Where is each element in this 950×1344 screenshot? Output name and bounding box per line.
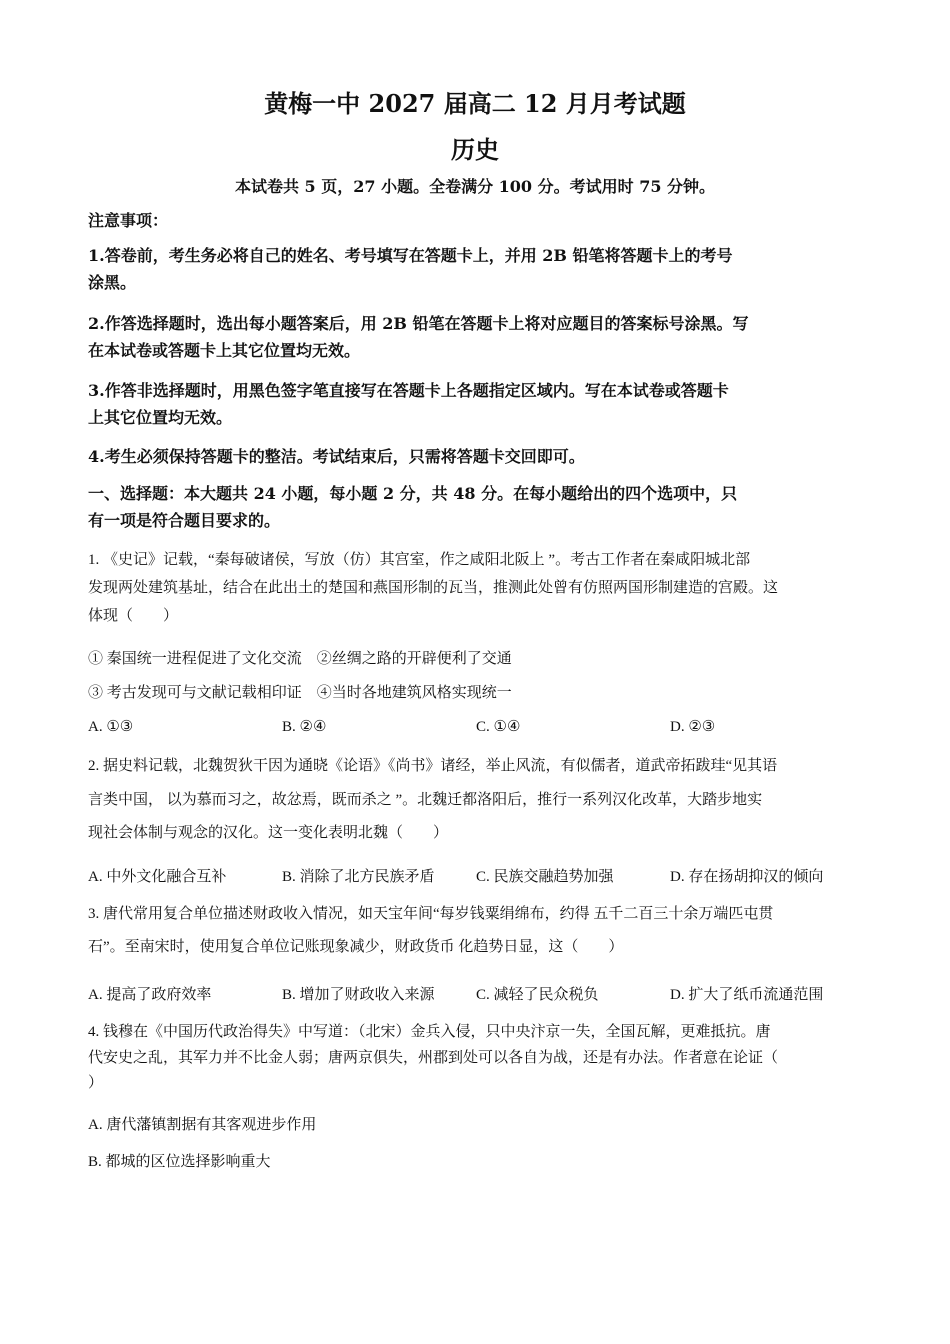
q3-option-a: A. 提高了政府效率 — [88, 987, 212, 1003]
q1-option-a: A. ①③ — [88, 719, 134, 735]
q4-line-1: 4. 钱穆在《中国历代政治得失》中写道：（北宋）金兵入侵，只中央汴京一失，全国瓦解，更难抵抗。唐 — [88, 1024, 771, 1040]
q2-line-2: 言类中国， 以为慕而习之，故忿焉，既而杀之 ”。北魏迁都洛阳后，推行一系列汉化改革，大踏步地实 — [88, 792, 763, 808]
q2-option-d: D. 存在扬胡抑汉的倾向 — [670, 869, 824, 885]
q1-option-c: C. ①④ — [476, 719, 521, 735]
note-item-2-line-2: 在本试卷或答题卡上其它位置均无效。 — [88, 341, 361, 360]
notes-heading: 注意事项： — [88, 211, 169, 230]
q3-line-2: 石”。至南宋时，使用复合单位记账现象减少，财政货币 化趋势日显，这（ ） — [88, 939, 624, 955]
q3-option-c: C. 减轻了民众税负 — [476, 987, 599, 1003]
q2-option-a: A. 中外文化融合互补 — [88, 869, 227, 885]
q1-option-d: D. ②③ — [670, 719, 716, 735]
q2-line-3: 现社会体制与观念的汉化。这一变化表明北魏（ ） — [88, 825, 449, 841]
note-item-1-line-1: 1.答卷前，考生务必将自己的姓名、考号填写在答题卡上，并用 2B 铅笔将答题卡上的考号 — [88, 246, 733, 265]
note-item-3-line-1: 3.作答非选择题时，用黑色签字笔直接写在答题卡上各题指定区域内。写在本试卷或答题卡 — [88, 381, 729, 400]
subject-title: 历史 — [451, 135, 499, 164]
q4-line-2: 代安史之乱，其军力并不比金人弱；唐两京俱失，州郡到处可以各自为战，还是有办法。作者意在论证（ — [88, 1050, 779, 1066]
note-item-1-line-2: 涂黑。 — [88, 273, 137, 292]
section-heading-line-2: 有一项是符合题目要求的。 — [88, 511, 281, 530]
section-heading-line-1: 一、选择题：本大题共 24 小题，每小题 2 分，共 48 分。在每小题给出的四个选项中，只 — [88, 484, 738, 503]
q2-option-c: C. 民族交融趋势加强 — [476, 869, 614, 885]
page-title: 黄梅一中 2027 届高二 12 月月考试题 — [264, 89, 686, 118]
q4-line-3: ） — [88, 1075, 104, 1091]
note-item-4-line-1: 4.考生必须保持答题卡的整洁。考试结束后，只需将答题卡交回即可。 — [88, 447, 585, 466]
q4-option-a: A. 唐代藩镇割据有其客观进步作用 — [88, 1117, 317, 1133]
note-item-3-line-2: 上其它位置均无效。 — [88, 408, 233, 427]
q2-line-1: 2. 据史料记载，北魏贺狄干因为通晓《论语》《尚书》诸经，举止风流，有似儒者，道武帝拓跋珪“见其语 — [88, 758, 778, 774]
q3-option-d: D. 扩大了纸币流通范围 — [670, 987, 824, 1003]
q1-option-b: B. ②④ — [282, 719, 327, 735]
q1-line-2: 发现两处建筑基址，结合在此出土的楚国和燕国形制的瓦当，推测此处曾有仿照两国形制建造的宫殿。这 — [88, 580, 779, 596]
q1-line-1: 1. 《史记》记载，“秦每破诸侯，写放（仿）其宫室，作之咸阳北阪上 ”。考古工作者在秦咸阳城北部 — [88, 552, 751, 568]
q4-option-b: B. 都城的区位选择影响重大 — [88, 1154, 271, 1170]
q2-option-b: B. 消除了北方民族矛盾 — [282, 869, 435, 885]
q3-line-1: 3. 唐代常用复合单位描述财政收入情况，如天宝年间“每岁钱粟绢绵布，约得 五千二百三十余万端匹屯贯 — [88, 906, 774, 922]
note-item-2-line-1: 2.作答选择题时，选出每小题答案后，用 2B 铅笔在答题卡上将对应题目的答案标号涂黑。写 — [88, 314, 749, 333]
q1-line-3: 体现（ ） — [88, 608, 179, 624]
q3-option-b: B. 增加了财政收入来源 — [282, 987, 435, 1003]
q1-statement-2: ③ 考古发现可与文献记载相印证 ④当时各地建筑风格实现统一 — [88, 685, 512, 701]
exam-info: 本试卷共 5 页，27 小题。全卷满分 100 分。考试用时 75 分钟。 — [234, 177, 716, 196]
q1-statement-1: ① 秦国统一进程促进了文化交流 ②丝绸之路的开辟便利了交通 — [88, 651, 512, 667]
